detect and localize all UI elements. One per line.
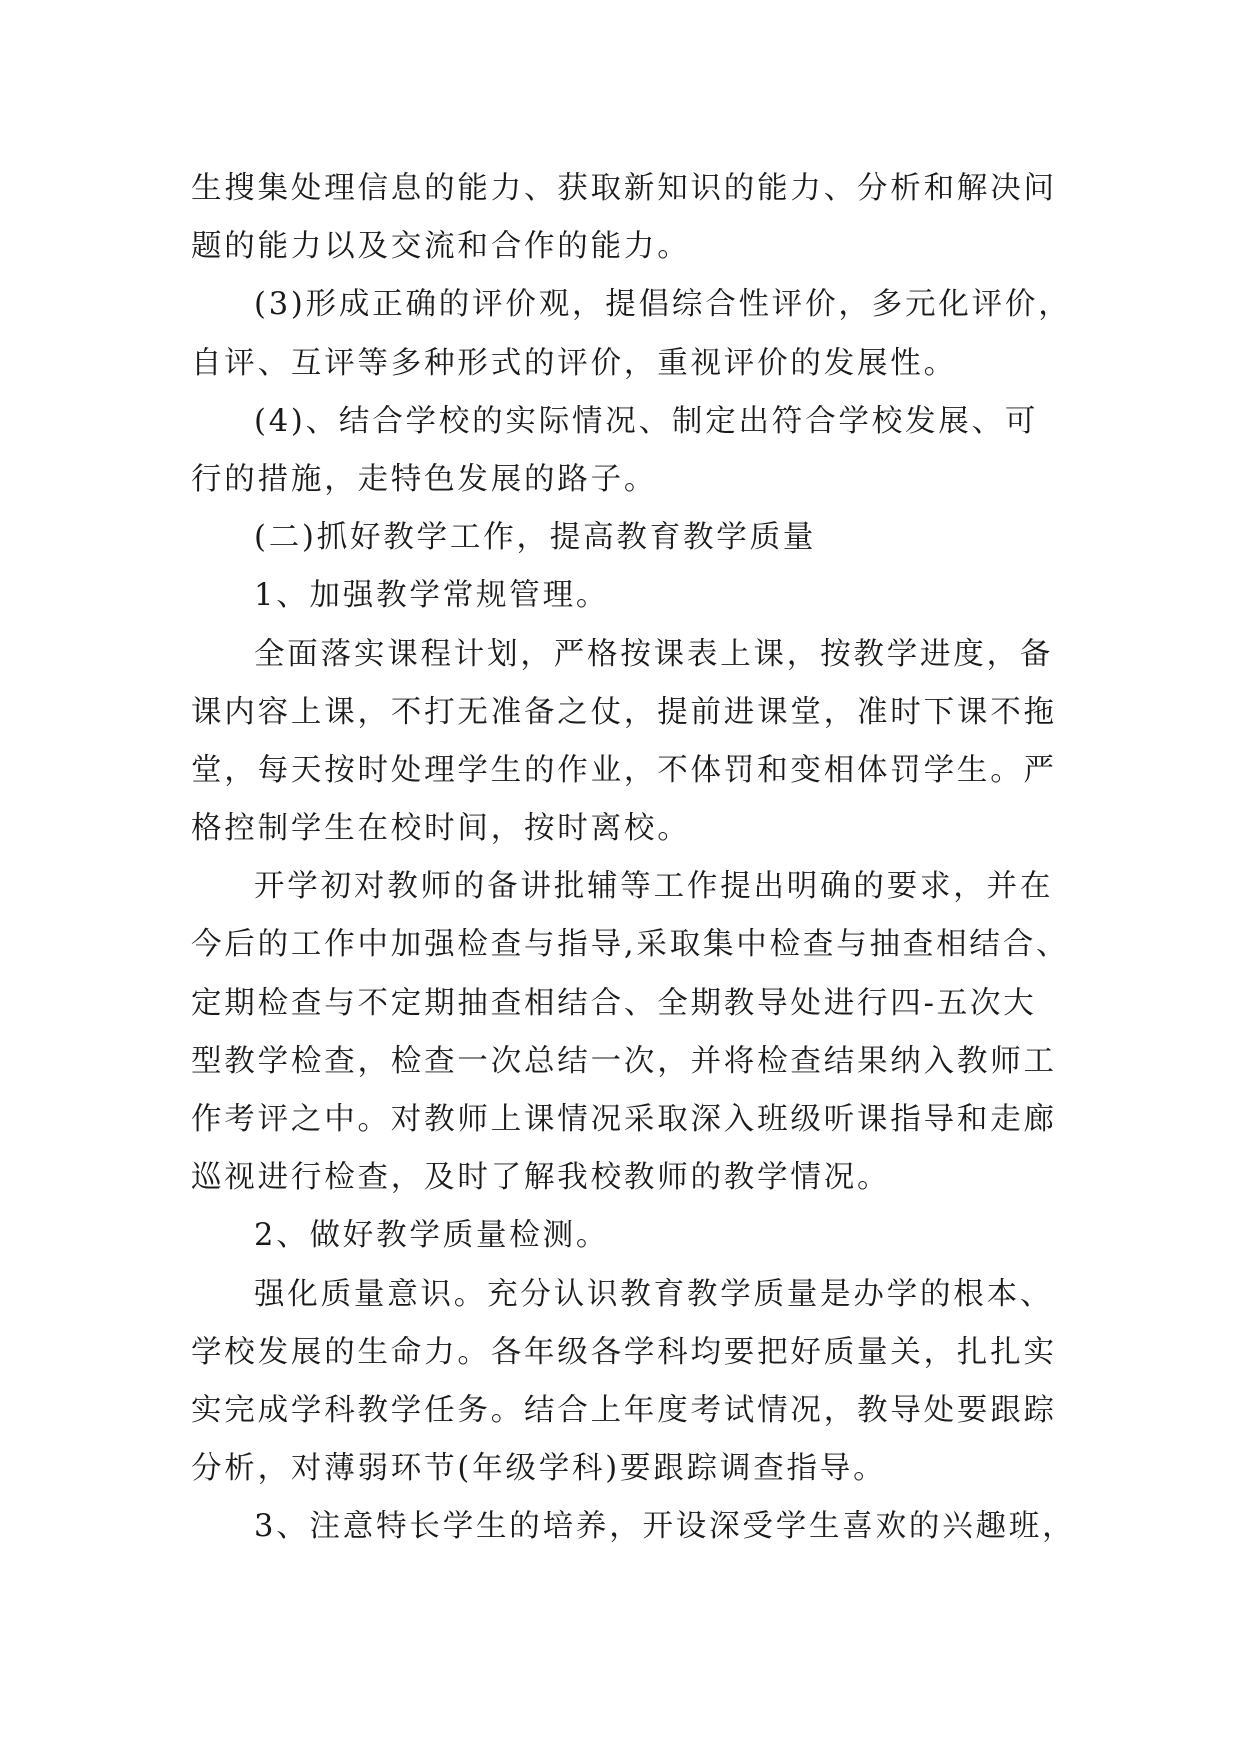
text-line: 题的能力以及交流和合作的能力。 [191, 229, 691, 265]
text-line: 开学初对教师的备讲批辅等工作提出明确的要求，并在 [254, 869, 1054, 905]
text-line: 强化质量意识。充分认识教育教学质量是办学的根本、 [254, 1276, 1054, 1312]
text-line: 实完成学科教学任务。结合上年度考试情况，教导处要跟踪 [191, 1392, 1057, 1428]
text-line: 格控制学生在校时间，按时离校。 [191, 811, 691, 847]
text-line: 课内容上课，不打无准备之仗，提前进课堂，准时下课不拖 [191, 694, 1057, 730]
text-line: 分析，对薄弱环节(年级学科)要跟踪调查指导。 [191, 1451, 887, 1487]
text-line: 生搜集处理信息的能力、获取新知识的能力、分析和解决问 [191, 171, 1057, 206]
text-line: 定期检查与不定期抽查相结合、全期教导处进行四-五次大 [191, 985, 1037, 1021]
subsection-heading: 2、做好教学质量检测。 [254, 1218, 610, 1254]
subsection-heading: 1、加强教学常规管理。 [254, 578, 610, 614]
text-line: (3)形成正确的评价观，提倡综合性评价，多元化评价， [254, 287, 1072, 323]
text-line: 学校发展的生命力。各年级各学科均要把好质量关，扎扎实 [191, 1334, 1057, 1370]
text-line: 型教学检查，检查一次总结一次，并将检查结果纳入教师工 [191, 1043, 1057, 1079]
text-line: 今后的工作中加强检查与指导,采取集中检查与抽查相结合、 [191, 927, 1070, 963]
text-line: 3、注意特长学生的培养，开设深受学生喜欢的兴趣班， [254, 1509, 1076, 1545]
text-line: 行的措施，走特色发展的路子。 [191, 461, 658, 497]
text-line: 全面落实课程计划，严格按课表上课，按教学进度，备 [254, 636, 1054, 672]
text-line: 巡视进行检查，及时了解我校教师的教学情况。 [191, 1160, 891, 1196]
document-body [191, 160, 1076, 1557]
text-line: (4)、结合学校的实际情况、制定出符合学校发展、可 [254, 403, 1039, 439]
text-line: 自评、互评等多种形式的评价，重视评价的发展性。 [191, 345, 957, 381]
text-line: 作考评之中。对教师上课情况采取深入班级听课指导和走廊 [191, 1102, 1057, 1137]
text-line: 堂，每天按时处理学生的作业，不体罚和变相体罚学生。严 [191, 752, 1057, 788]
section-heading: (二)抓好教学工作，提高教育教学质量 [254, 520, 817, 556]
